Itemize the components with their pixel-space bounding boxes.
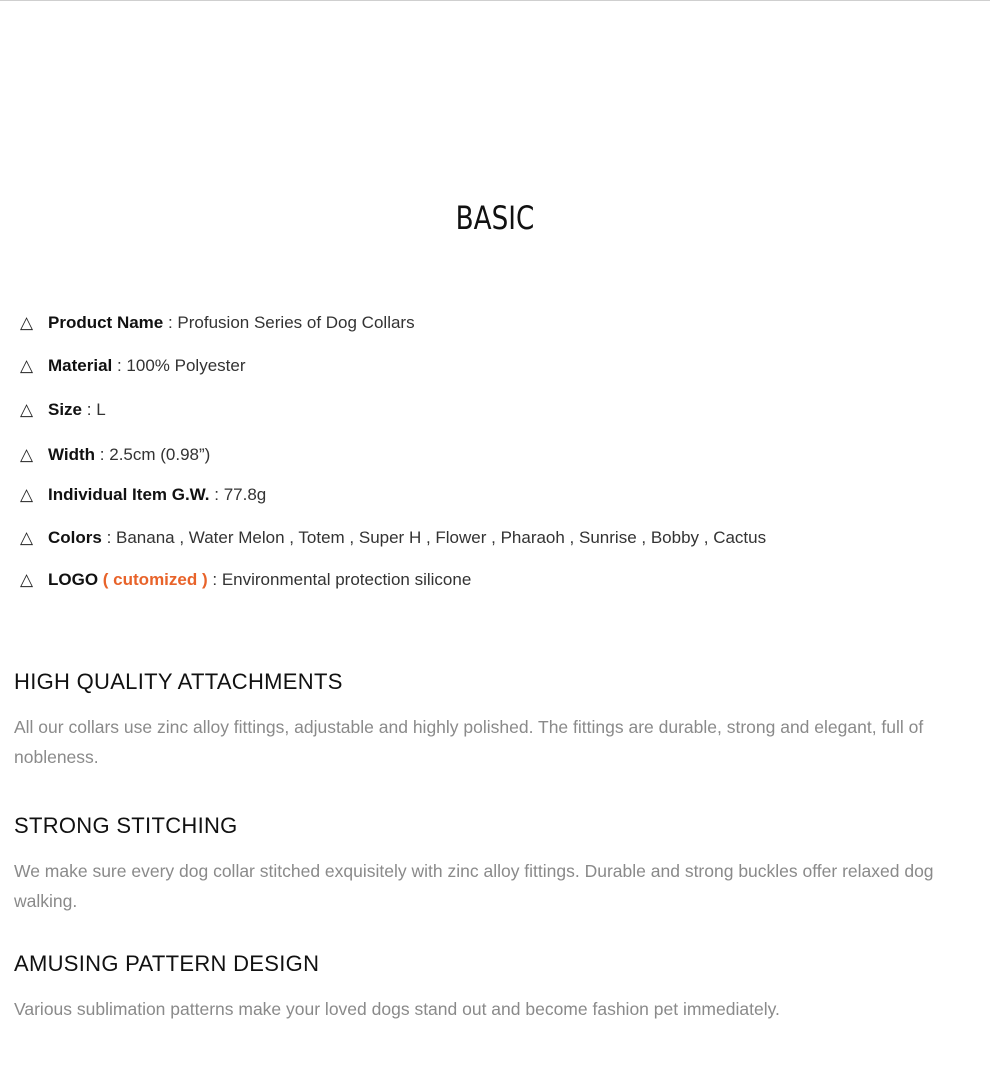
spec-value: Environmental protection silicone	[221, 570, 472, 589]
triangle-outline-icon: △	[20, 528, 34, 547]
spec-label: LOGO	[48, 570, 99, 589]
spec-value: 2.5cm (0.98”)	[109, 445, 211, 464]
basic-title: BASIC	[455, 199, 535, 237]
spec-value: 77.8g	[223, 485, 267, 504]
spec-size	[20, 399, 106, 421]
section-heading-pattern: AMUSING PATTERN DESIGN	[14, 951, 320, 976]
spec-separator: :	[209, 485, 224, 504]
spec-label: Size	[48, 400, 83, 419]
spec-value: Banana , Water Melon , Totem , Super H , Flower , Pharaoh , Sunrise , Bobby , Cactus	[116, 528, 767, 547]
spec-separator: :	[101, 528, 117, 547]
spec-colors	[20, 527, 766, 549]
spec-label: Product Name	[48, 313, 164, 332]
triangle-outline-icon: △	[20, 400, 34, 419]
triangle-outline-icon: △	[20, 356, 34, 375]
spec-separator: :	[95, 445, 110, 464]
triangle-outline-icon: △	[20, 445, 34, 464]
spec-value: 100% Polyester	[126, 356, 246, 375]
spec-value: Profusion Series of Dog Collars	[177, 313, 415, 332]
section-heading-attachments: HIGH QUALITY ATTACHMENTS	[14, 669, 343, 694]
spec-product-name	[20, 312, 415, 334]
section-body-stitching: We make sure every dog collar stitched exquisitely with zinc alloy fittings. Durable and strong buckles offer relaxed dog walking.	[14, 861, 934, 911]
spec-label: Colors	[48, 528, 102, 547]
section-body-attachments: All our collars use zinc alloy fittings, adjustable and highly polished. The fittings are durable, strong and elegant, full of nobleness.	[14, 717, 924, 767]
spec-separator: :	[112, 356, 127, 375]
triangle-outline-icon: △	[20, 570, 34, 589]
spec-accent-customized: ( cutomized )	[102, 570, 208, 589]
spec-label: Width	[48, 445, 96, 464]
spec-logo	[20, 569, 471, 591]
section-body-pattern: Various sublimation patterns make your loved dogs stand out and become fashion pet immediately.	[14, 999, 780, 1019]
spec-label: Individual Item G.W.	[48, 485, 210, 504]
spec-separator: :	[82, 400, 97, 419]
spec-weight	[20, 484, 266, 506]
section-heading-stitching: STRONG STITCHING	[14, 813, 238, 838]
spec-label: Material	[48, 356, 113, 375]
triangle-outline-icon: △	[20, 313, 34, 332]
triangle-outline-icon: △	[20, 485, 34, 504]
spec-separator: :	[163, 313, 178, 332]
spec-material	[20, 355, 246, 377]
top-divider	[0, 0, 990, 1]
spec-width	[20, 444, 210, 466]
spec-separator: :	[207, 570, 222, 589]
spec-value: L	[96, 400, 106, 419]
